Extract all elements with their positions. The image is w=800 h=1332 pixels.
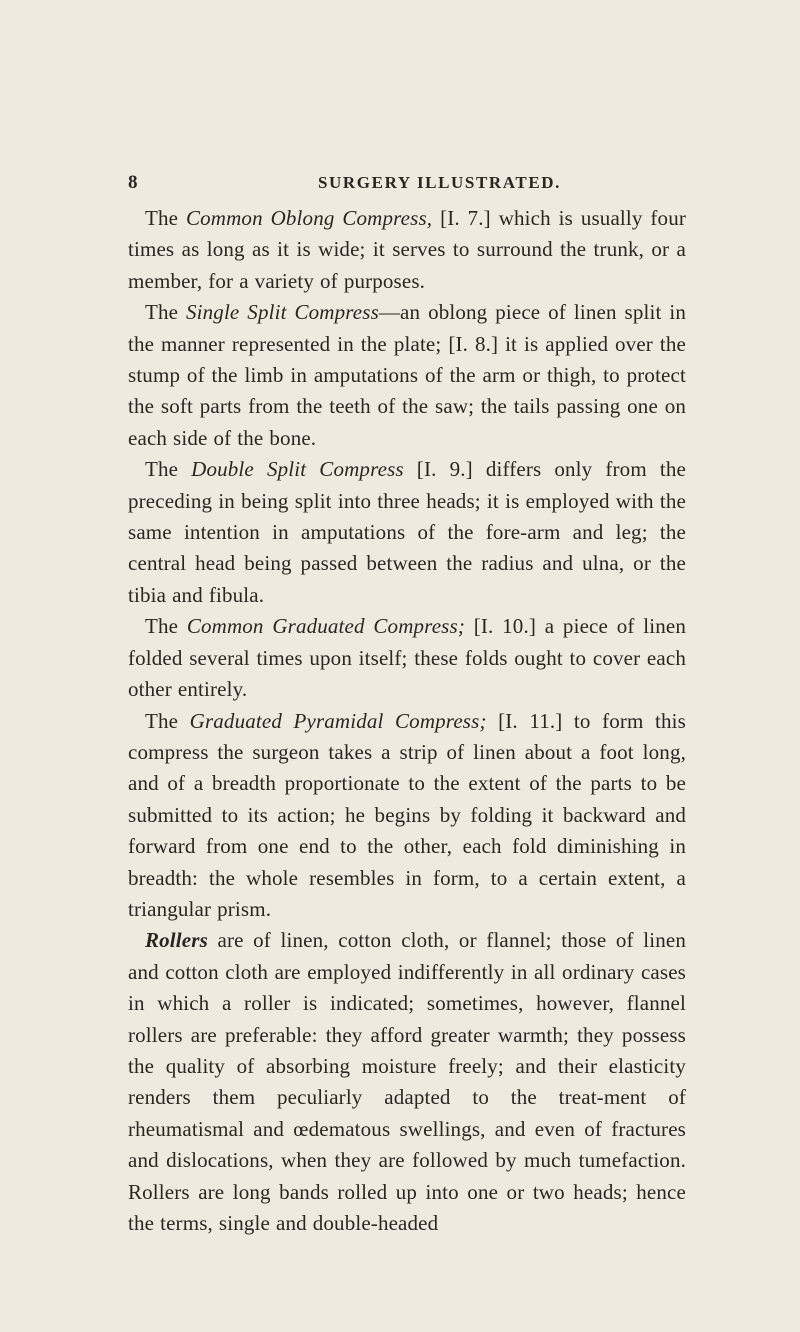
paragraph-double-split-compress: [128, 454, 686, 611]
paragraph-lead: The: [145, 457, 192, 482]
paragraph-text: are of linen, cotton cloth, or flannel; those of linen and cotton cloth are employed indifferently in all ordinary cases in which a roller is indicated; sometimes, however, flannel rollers are preferable: they afford greater warmth; they possess the quality of absorbing moisture freely; and their elasticity renders them peculiarly adapted to the treat-ment of rheumatismal and œdematous swellings, and even of fractures and dislocations, when they are followed by much tumefaction. Rollers are long bands rolled up into one or two heads; hence the terms, single and double-headed: [128, 928, 686, 1235]
running-head: SURGERY ILLUSTRATED.: [318, 173, 562, 192]
paragraph-lead: The: [145, 206, 186, 230]
paragraph-text: [I. 10.] a piece of linen folded several times upon itself; these folds ought to cover each other entirely.: [128, 614, 686, 702]
term-graduated-pyramidal-compress: Graduated Pyramidal Compress;: [189, 708, 487, 733]
paragraph-common-graduated-compress: [128, 611, 686, 705]
paragraph-graduated-pyramidal-compress: [128, 706, 686, 926]
paragraph-lead: The: [145, 614, 187, 639]
term-double-split-compress: Double Split Compress: [191, 457, 404, 482]
paragraph-text: [I. 9.] differs only from the preceding in being split into three heads; it is employed with the same intention in amputations of the fore-arm and leg; the central head being passed between the radius and ulna, or the tibia and fibula.: [128, 457, 686, 607]
paragraph-rollers: [128, 925, 686, 1239]
page-header: [128, 172, 688, 194]
term-common-graduated-compress: Common Graduated Compress;: [186, 614, 465, 639]
paragraph-lead: The: [145, 708, 190, 733]
page-number: 8: [128, 172, 138, 193]
term-rollers: Rollers: [145, 928, 208, 953]
term-common-oblong-compress: Common Oblong Compress,: [185, 206, 433, 230]
body-text: [128, 203, 686, 1239]
paragraph-text: —an oblong piece of linen split in the manner represented in the plate; [I. 8.] it is applied over the stump of the limb in amputations of the arm or thigh, to protect the soft parts from the teeth of the saw; the tails passing one on each side of the bone.: [128, 300, 686, 450]
paragraph-lead: The: [145, 300, 187, 325]
term-single-split-compress: Single Split Compress: [186, 300, 379, 325]
paragraph-common-oblong-compress: [128, 203, 686, 297]
paragraph-text: [I. 11.] to form this compress the surgeon takes a strip of linen about a foot long, and of a breadth proportionate to the extent of the parts to be submitted to its action; he begins by folding it backward and forward from one end to the other, each fold diminishing in breadth: the whole resembles in form, to a certain extent, a triangular prism.: [128, 708, 686, 921]
paragraph-text: [I. 7.] which is usually four times as long as it is wide; it serves to surround the trunk, or a member, for a variety of purposes.: [128, 206, 686, 293]
paragraph-single-split-compress: [128, 297, 686, 454]
